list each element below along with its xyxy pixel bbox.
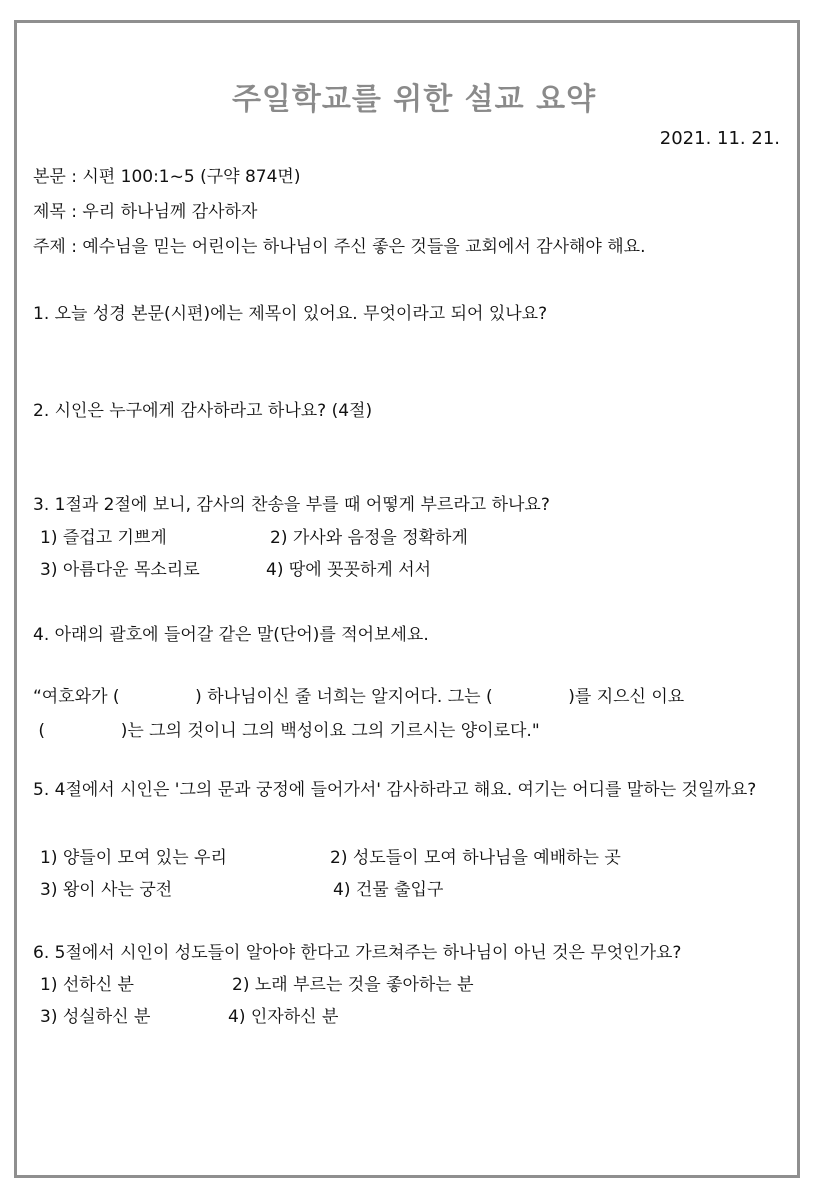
question-3-option-2: 2) 가사와 음정을 정확하게 [270,528,468,548]
worksheet-date: 2021. 11. 21. [659,128,780,149]
question-5-option-4: 4) 건물 출입구 [333,880,444,900]
question-4-quote-line-2: ( )는 그의 것이니 그의 백성이요 그의 기르시는 양이로다." [33,721,540,741]
question-4: 4. 아래의 괄호에 들어갈 같은 말(단어)를 적어보세요. [33,625,429,645]
question-3: 3. 1절과 2절에 보니, 감사의 찬송을 부를 때 어떻게 부르라고 하나요? [33,495,550,515]
question-6-option-2: 2) 노래 부르는 것을 좋아하는 분 [232,975,474,995]
question-5: 5. 4절에서 시인은 '그의 문과 궁정에 들어가서' 감사하라고 해요. 여기는 어디를 말하는 것일까요? [33,780,757,800]
worksheet-title: 주일학교를 위한 설교 요약 [231,82,597,117]
question-5-option-3: 3) 왕이 사는 궁전 [40,880,173,900]
sermon-subject: 제목 : 우리 하나님께 감사하자 [33,202,258,222]
question-3-option-1: 1) 즐겁고 기쁘게 [40,528,167,548]
sermon-theme: 주제 : 예수님을 믿는 어린이는 하나님이 주신 좋은 것들을 교회에서 감사해야 해요. [33,237,646,257]
question-6-option-1: 1) 선하신 분 [40,975,134,995]
question-4-quote-line-1: “여호와가 ( ) 하나님이신 줄 너희는 알지어다. 그는 ( )를 지으신 이요 [33,687,685,707]
question-5-option-2: 2) 성도들이 모여 하나님을 예배하는 곳 [330,848,621,868]
question-6: 6. 5절에서 시인이 성도들이 알아야 한다고 가르쳐주는 하나님이 아닌 것은 무엇인가요? [33,943,682,963]
question-3-option-3: 3) 아름다운 목소리로 [40,560,200,580]
question-6-option-4: 4) 인자하신 분 [228,1007,339,1027]
question-3-option-4: 4) 땅에 꼿꼿하게 서서 [266,560,432,580]
question-6-option-3: 3) 성실하신 분 [40,1007,151,1027]
question-1: 1. 오늘 성경 본문(시편)에는 제목이 있어요. 무엇이라고 되어 있나요? [33,304,548,324]
question-2: 2. 시인은 누구에게 감사하라고 하나요? (4절) [33,401,373,421]
scripture-reference: 본문 : 시편 100:1~5 (구약 874면) [33,167,301,187]
question-5-option-1: 1) 양들이 모여 있는 우리 [40,848,227,868]
